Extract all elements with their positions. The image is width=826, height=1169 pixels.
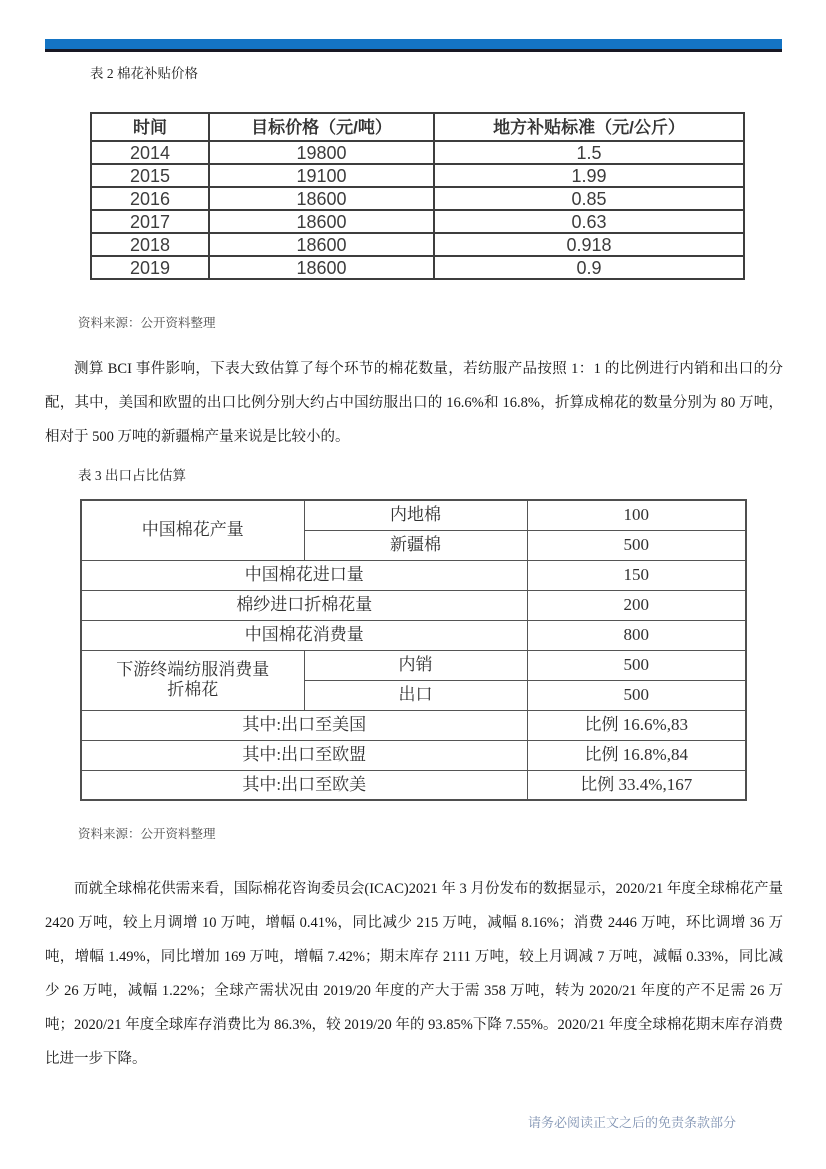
cell-subsidy: 1.5 — [434, 141, 744, 164]
table-row — [81, 650, 746, 680]
table-row — [91, 164, 744, 187]
cell-consumption-value: 800 — [527, 620, 746, 650]
table-row — [81, 590, 746, 620]
cell-consumption-label: 中国棉花消费量 — [81, 620, 527, 650]
cell-subsidy: 0.9 — [434, 256, 744, 279]
cell-year: 2019 — [91, 256, 209, 279]
table-header-row — [91, 113, 744, 141]
table-row — [81, 740, 746, 770]
cell-target-price: 18600 — [209, 210, 434, 233]
paragraph-bci-impact: 测算 BCI 事件影响，下表大致估算了每个环节的棉花数量，若纺服产品按照 1：1 的比例进行内销和出口的分配，其中，美国和欧盟的出口比例分别大约占中国纺服出口的 16.6%和 16.8%，折算成棉花的数量分别为 80 万吨，相对于 500 万吨的新疆棉产量来说是比较小的。 — [45, 361, 783, 445]
table-row — [81, 560, 746, 590]
cell-euus-value: 比例 33.4%,167 — [527, 770, 746, 800]
export-share-table — [80, 499, 747, 801]
column-header-target-price: 目标价格（元/吨） — [209, 113, 434, 141]
table3-caption: 表 3 出口占比估算 — [78, 468, 186, 483]
table-row — [91, 187, 744, 210]
column-header-subsidy-standard: 地方补贴标准（元/公斤） — [434, 113, 744, 141]
cell-xinjiang-label: 新疆棉 — [304, 530, 527, 560]
cell-subsidy: 1.99 — [434, 164, 744, 187]
table-row — [91, 256, 744, 279]
cell-target-price: 18600 — [209, 187, 434, 210]
cell-import-label: 中国棉花进口量 — [81, 560, 527, 590]
cell-target-price: 18600 — [209, 233, 434, 256]
cell-year: 2017 — [91, 210, 209, 233]
cell-eu-label: 其中:出口至欧盟 — [81, 740, 527, 770]
data-source-note: 资料来源：公开资料整理 — [78, 827, 216, 841]
cell-yarn-value: 200 — [527, 590, 746, 620]
table-row — [91, 233, 744, 256]
paragraph-global-supply-demand: 而就全球棉花供需来看，国际棉花咨询委员会(ICAC)2021 年 3 月份发布的数据显示，2020/21 年度全球棉花产量 2420 万吨，较上月调增 10 万吨，增幅 0.41%，同比减少 215 万吨，减幅 8.16%；消费 2446 万吨，环比调增 36 万吨，增幅 1.49%，同比增加 169 万吨，增幅 7.42%；期末库存 2111 万吨，较上月调减 7 万吨，减幅 0.33%，同比减少 26 万吨，减幅 1.22%；全球产需状况由 2019/20 年度的产大于需 358 万吨，转为 2020/21 年度的产不足需 26 万吨；2020/21 年度全球库存消费比为 86.3%，较 2019/20 年的 93.85%下降 7.55%。2020/21 年度全球棉花期末库存消费比进一步下降。 — [45, 881, 783, 1067]
table-row — [81, 710, 746, 740]
footer-disclaimer: 请务必阅读正文之后的免责条款部分 — [528, 1115, 737, 1130]
cell-year: 2014 — [91, 141, 209, 164]
cell-production-label: 中国棉花产量 — [81, 500, 304, 560]
cell-export-label: 出口 — [304, 680, 527, 710]
table-row — [91, 141, 744, 164]
subsidy-price-table — [90, 112, 745, 280]
table-row — [81, 500, 746, 530]
cell-import-value: 150 — [527, 560, 746, 590]
cell-year: 2016 — [91, 187, 209, 210]
header-rule — [45, 39, 782, 52]
cell-downstream-label: 下游终端纺服消费量折棉花 — [81, 650, 304, 710]
cell-domestic-value: 500 — [527, 650, 746, 680]
table-row — [91, 210, 744, 233]
cell-us-value: 比例 16.6%,83 — [527, 710, 746, 740]
table-row — [81, 620, 746, 650]
cell-target-price: 19100 — [209, 164, 434, 187]
cell-domestic-label: 内销 — [304, 650, 527, 680]
cell-subsidy: 0.63 — [434, 210, 744, 233]
cell-eu-value: 比例 16.8%,84 — [527, 740, 746, 770]
cell-export-value: 500 — [527, 680, 746, 710]
cell-year: 2015 — [91, 164, 209, 187]
cell-target-price: 18600 — [209, 256, 434, 279]
cell-year: 2018 — [91, 233, 209, 256]
column-header-time: 时间 — [91, 113, 209, 141]
data-source-note: 资料来源：公开资料整理 — [78, 316, 216, 330]
cell-subsidy: 0.918 — [434, 233, 744, 256]
cell-xinjiang-value: 500 — [527, 530, 746, 560]
cell-target-price: 19800 — [209, 141, 434, 164]
cell-inland-label: 内地棉 — [304, 500, 527, 530]
table-row — [81, 770, 746, 800]
cell-subsidy: 0.85 — [434, 187, 744, 210]
cell-yarn-label: 棉纱进口折棉花量 — [81, 590, 527, 620]
cell-euus-label: 其中:出口至欧美 — [81, 770, 527, 800]
cell-us-label: 其中:出口至美国 — [81, 710, 527, 740]
table2-caption: 表 2 棉花补贴价格 — [90, 66, 198, 81]
cell-inland-value: 100 — [527, 500, 746, 530]
